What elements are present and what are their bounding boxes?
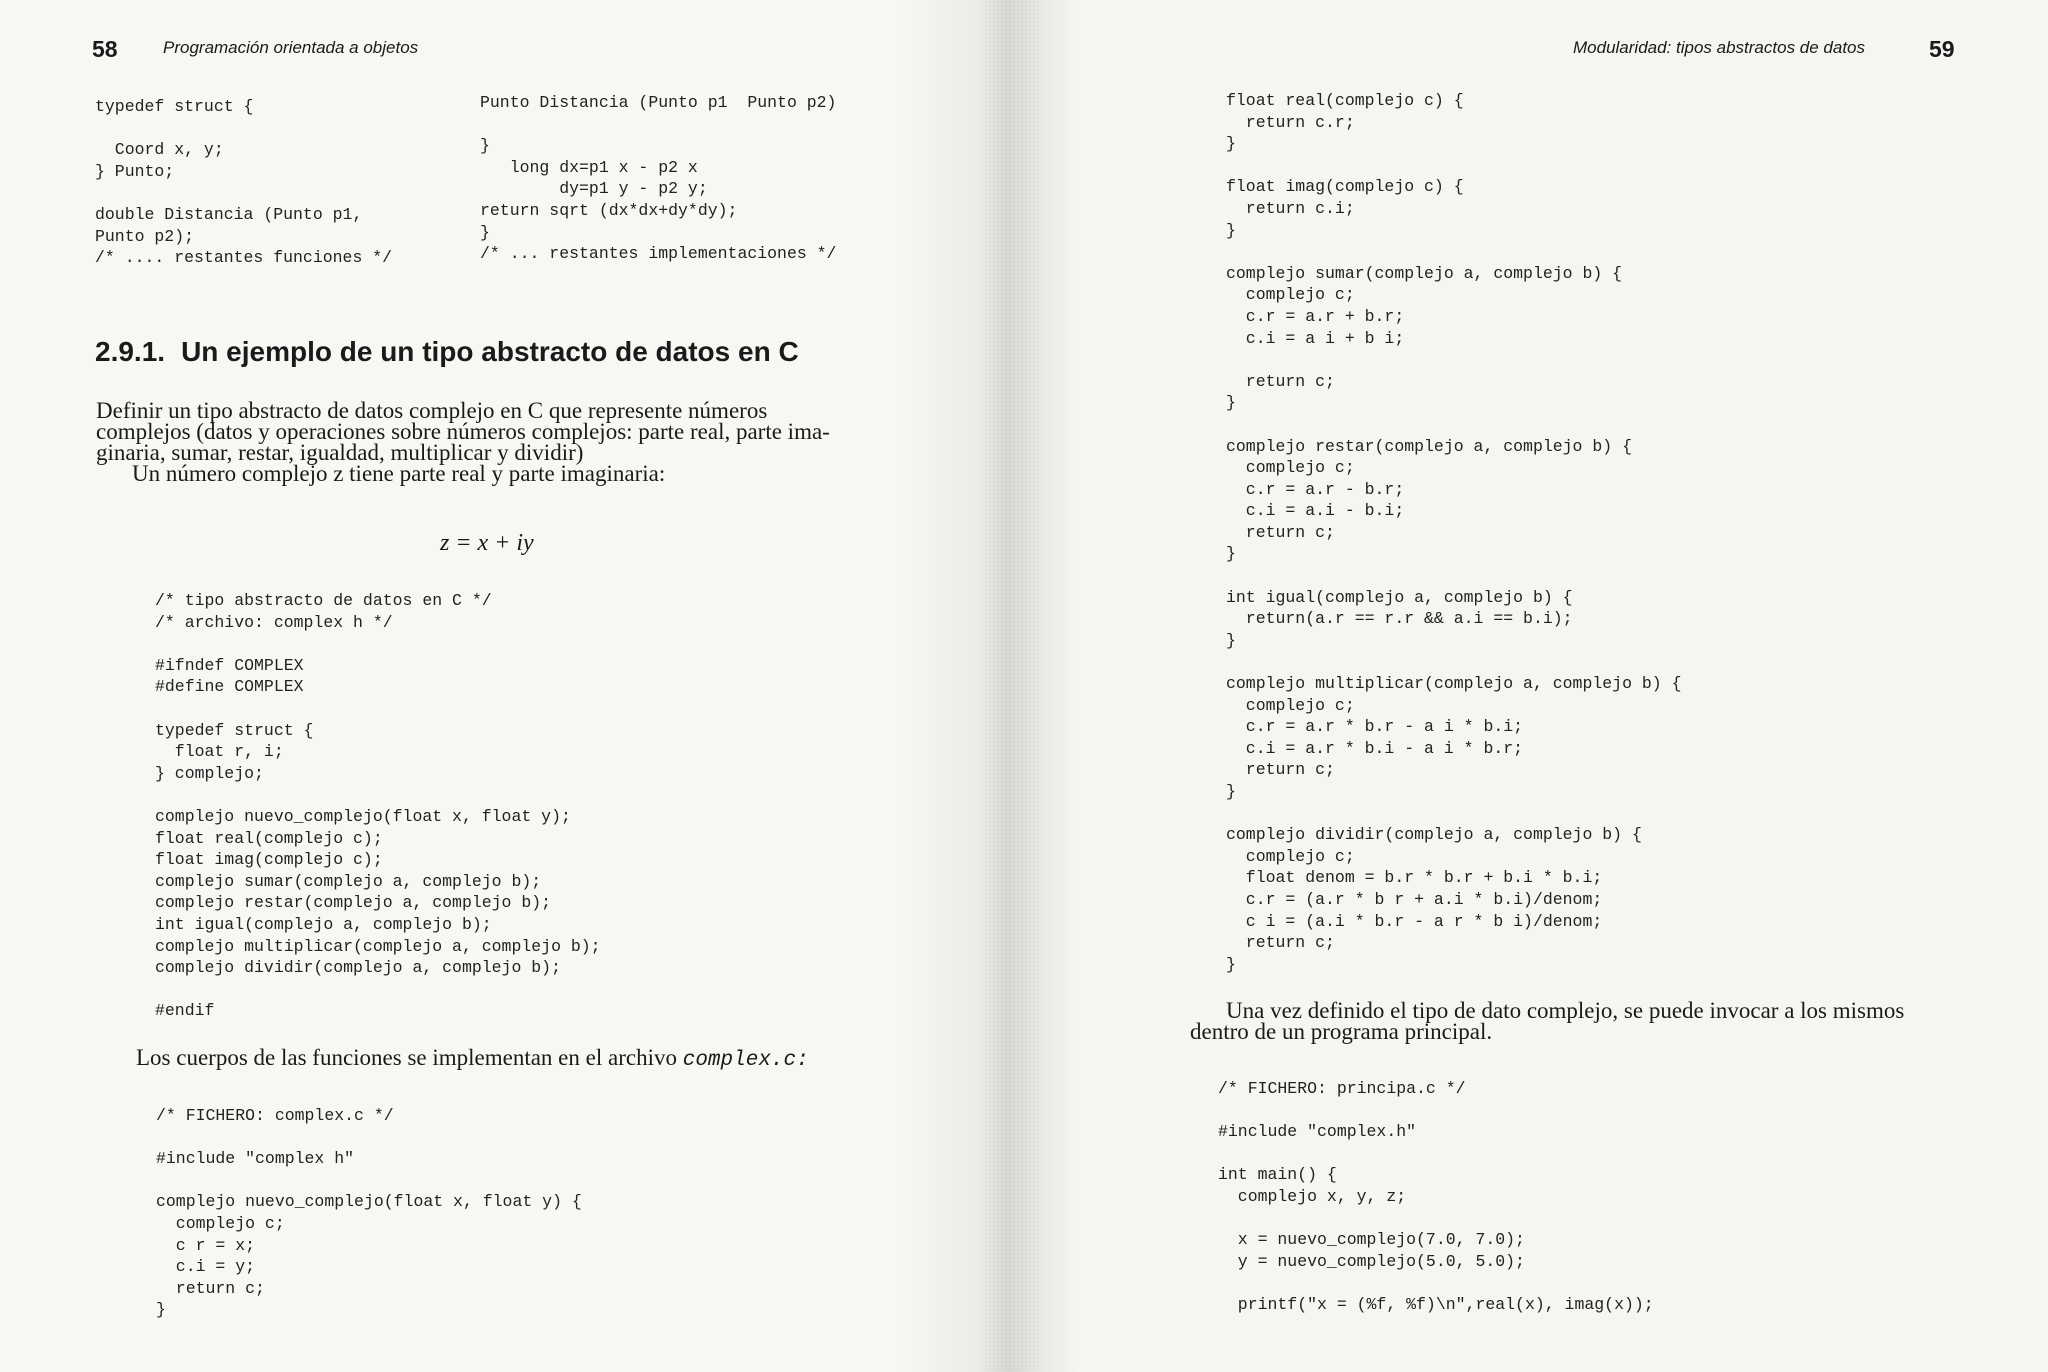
intro-second-line: Un número complejo z tiene parte real y parte imaginaria: (132, 461, 666, 486)
para-line: Una vez definido el tipo de dato complejo, se puede invocar a los mismos (1226, 998, 1905, 1023)
page-number-left: 58 (92, 36, 118, 62)
para-line: dentro de un programa principal. (1190, 1019, 1493, 1044)
section-heading (95, 336, 799, 368)
code-block-complex-functions: float real(complejo c) { return c.r; } float imag(complejo c) { return c.i; } complejo sumar(complejo a, complejo b) { complejo c; c.r = a.r + b.r; c.i = a i + b i; return c; } complejo restar(complejo a, complejo b) { complejo c; c.r = a.r - b.r; c.i = a.i - b.i; return c; } int igual(complejo a, complejo b) { return(a.r == r.r && a.i == b.i); } complejo multiplicar(complejo a, complejo b) { complejo c; c.r = a.r * b.r - a i * b.i; c.i = a.r * b.i - a i * b.r; return c; } complejo dividir(complejo a, complejo b) { complejo c; float denom = b.r * b.r + b.i * b.i; c.r = (a.r * b r + a.i * b.i)/denom; c i = (a.i * b.r - a r * b i)/denom; return c; } (1226, 91, 1682, 974)
intro-line: Definir un tipo abstracto de datos complejo en C que represente números (96, 398, 768, 423)
left-page (0, 0, 1020, 1372)
intro-line: complejos (datos y operaciones sobre números complejos: parte real, parte ima- (96, 419, 830, 444)
code-block-distancia: Punto Distancia (Punto p1 Punto p2) } long dx=p1 x - p2 x dy=p1 y - p2 y; return sqrt (dx*dx+dy*dy); } /* ... restantes implementaciones */ (480, 93, 837, 264)
main-program-paragraph (1190, 1000, 1904, 1042)
right-page (1020, 0, 2048, 1372)
code-block-principal: /* FICHERO: principa.c */ #include "complex.h" int main() { complejo x, y, z; x = nuevo_complejo(7.0, 7.0); y = nuevo_complejo(5.0, 5.0); printf("x = (%f, %f)\n",real(x), imag(x)); (1218, 1079, 1654, 1314)
running-head-left: Programación orientada a objetos (163, 38, 419, 57)
intro-line: ginaria, sumar, restar, igualdad, multiplicar y dividir) (96, 440, 584, 465)
code-block-complex-h: /* tipo abstracto de datos en C */ /* archivo: complex h */ #ifndef COMPLEX #define COMPLEX typedef struct { float r, i; } complejo; complejo nuevo_complejo(float x, float y); float real(complejo c); float imag(complejo c); complejo sumar(complejo a, complejo b); complejo restar(complejo a, complejo b); int igual(complejo a, complejo b); complejo multiplicar(complejo a, complejo b); complejo dividir(complejo a, complejo b); #endif (155, 591, 601, 1021)
formula: z = x + iy (440, 530, 534, 556)
bodies-paragraph (136, 1047, 809, 1071)
code-block-complex-c: /* FICHERO: complex.c */ #include "complex h" complejo nuevo_complejo(float x, float y) { complejo c; c r = x; c.i = y; return c; } (156, 1106, 582, 1320)
bodies-text: Los cuerpos de las funciones se implementan en el archivo (136, 1045, 683, 1070)
page-number-right: 59 (1929, 36, 1955, 62)
running-head-right: Modularidad: tipos abstractos de datos (1573, 38, 1866, 57)
section-number: 2.9.1. (95, 336, 166, 367)
section-title: Un ejemplo de un tipo abstracto de datos en C (181, 336, 799, 367)
intro-paragraph (96, 400, 830, 484)
bodies-file: complex.c: (682, 1049, 809, 1072)
code-block-typedef-punto: typedef struct { Coord x, y; } Punto; double Distancia (Punto p1, Punto p2); /* .... restantes funciones */ (95, 97, 393, 268)
